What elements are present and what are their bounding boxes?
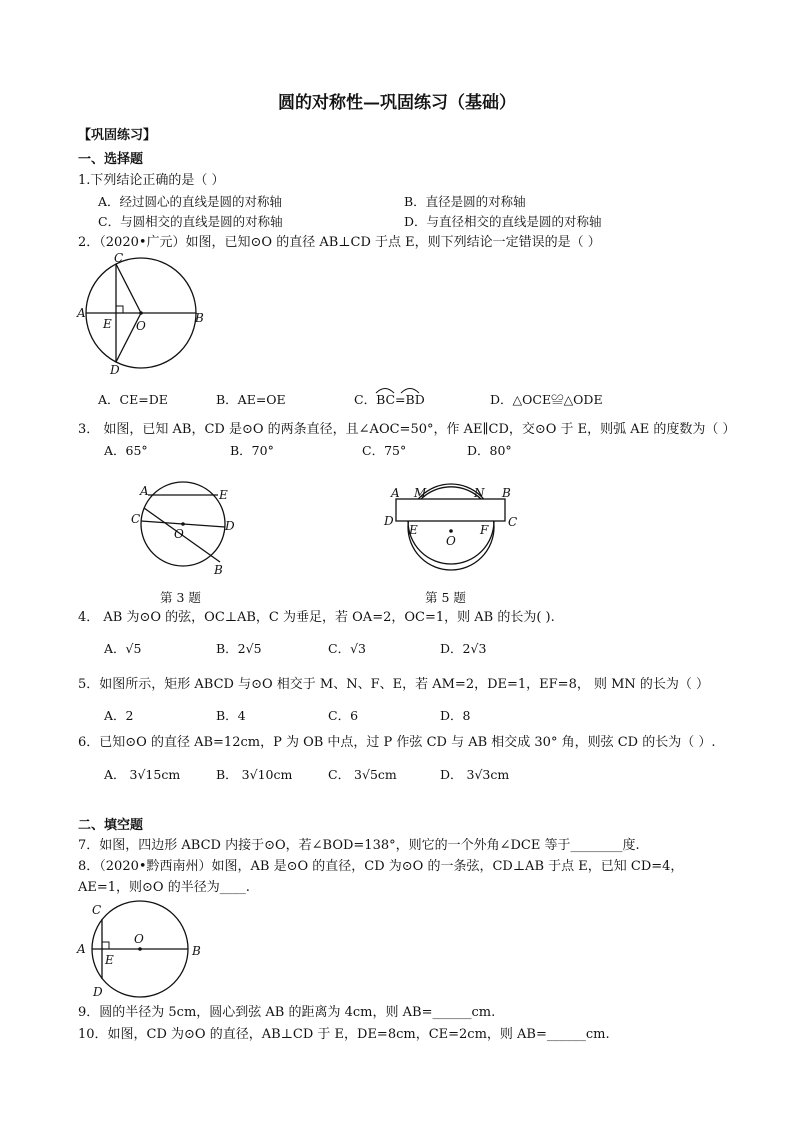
section-heading-choice: 一、选择题 (78, 152, 144, 167)
svg-text:B: B (502, 486, 511, 500)
svg-text:A: A (77, 942, 86, 956)
svg-text:C: C (92, 903, 102, 917)
question-2-option-d: D．△OCE≌△ODE (490, 392, 603, 407)
question-7: 7．如图，四边形 ABCD 内接于⊙O，若∠BOD=138°，则它的一个外角∠DCE 等于________度. (78, 838, 640, 853)
question-3-option-b: B．70° (230, 443, 274, 458)
svg-text:O: O (134, 932, 144, 946)
svg-text:M: M (414, 486, 427, 500)
question-2-stem: 2．（2020•广元）如图，已知⊙O 的直径 AB⊥CD 于点 E，则下列结论一定错误的是（ ） (78, 235, 601, 250)
svg-text:A: A (391, 486, 400, 500)
question-3-stem: 3． 如图，已知 AB，CD 是⊙O 的两条直径，且∠AOC=50°，作 AE∥CD，交⊙O 于 E，则弧 AE 的度数为（ ） (78, 422, 736, 437)
svg-text:O: O (174, 527, 184, 541)
svg-text:C: C (508, 515, 518, 529)
svg-text:D: D (225, 519, 235, 533)
question-6-option-a: A． 3√15cm (104, 767, 181, 782)
question-6-option-b: B． 3√10cm (216, 767, 293, 782)
figure-caption-5: 第 5 题 (425, 590, 466, 605)
svg-text:E: E (219, 488, 228, 502)
svg-text:B: B (214, 563, 223, 577)
svg-text:C: C (114, 251, 124, 265)
svg-text:A: A (77, 306, 86, 320)
question-4-option-c: C．√3 (328, 641, 366, 656)
svg-text:D: D (384, 514, 394, 528)
question-4-stem: 4． AB 为⊙O 的弦，OC⊥AB，C 为垂足，若 OA=2，OC=1，则 AB 的长为( ). (78, 610, 555, 625)
svg-text:D: D (110, 363, 120, 377)
svg-text:A: A (140, 484, 149, 498)
question-5-option-d: D．8 (440, 708, 471, 723)
question-1-option-d: D．与直径相交的直线是圆的对称轴 (404, 214, 602, 229)
section-heading-fill: 二、填空题 (78, 818, 144, 833)
arc-marks (374, 385, 424, 395)
question-4-option-d: D．2√3 (440, 641, 487, 656)
question-1-option-a: A．经过圆心的直线是圆的对称轴 (98, 194, 283, 209)
question-6-option-c: C． 3√5cm (328, 767, 397, 782)
svg-text:C: C (131, 512, 141, 526)
question-1-option-b: B．直径是圆的对称轴 (404, 194, 526, 209)
question-3-option-c: C．75° (362, 443, 407, 458)
section-tag: 【巩固练习】 (78, 128, 157, 143)
question-1-stem: 1.下列结论正确的是（ ） (78, 173, 225, 188)
question-9: 9．圆的半径为 5cm，圆心到弦 AB 的距离为 4cm，则 AB=______cm. (78, 1005, 496, 1020)
question-8-line-1: 8．（2020•黔西南州）如图，AB 是⊙O 的直径，CD 为⊙O 的一条弦，CD⊥AB 于点 E，已知 CD=4， (78, 859, 684, 874)
question-3-option-d: D．80° (467, 443, 512, 458)
svg-text:E: E (103, 317, 112, 331)
svg-text:E: E (105, 953, 114, 967)
figure-question-3 (126, 478, 246, 588)
question-2-option-c: C．BC=BD (354, 392, 425, 407)
question-6-option-d: D． 3√3cm (440, 767, 510, 782)
question-6-stem: 6．已知⊙O 的直径 AB=12cm，P 为 OB 中点，过 P 作弦 CD 与 AB 相交成 30° 角，则弦 CD 的长为（ ）. (78, 735, 716, 750)
figure-question-2 (72, 250, 212, 380)
question-5-option-c: C．6 (328, 708, 359, 723)
question-2-option-a: A．CE=DE (98, 392, 168, 407)
figure-question-8 (72, 898, 212, 1000)
question-4-option-a: A．√5 (104, 641, 142, 656)
svg-text:O: O (136, 319, 146, 333)
figure-question-5 (380, 483, 520, 583)
svg-text:B: B (195, 311, 204, 325)
svg-text:B: B (192, 944, 201, 958)
svg-text:N: N (474, 486, 485, 500)
question-10: 10．如图，CD 为⊙O 的直径，AB⊥CD 于 E，DE=8cm，CE=2cm，则 AB=______cm. (78, 1027, 610, 1042)
svg-text:E: E (409, 523, 418, 537)
figure-caption-3: 第 3 题 (160, 590, 201, 605)
question-8-line-2: AE=1，则⊙O 的半径为____. (78, 880, 250, 895)
page-title: 圆的对称性—巩固练习（基础） (278, 93, 516, 113)
question-3-option-a: A．65° (104, 443, 148, 458)
question-4-option-b: B．2√5 (216, 641, 262, 656)
question-5-option-a: A．2 (104, 708, 134, 723)
question-1-option-c: C．与圆相交的直线是圆的对称轴 (98, 214, 283, 229)
svg-text:O: O (446, 534, 456, 548)
svg-text:F: F (480, 523, 489, 537)
svg-text:D: D (93, 985, 103, 999)
question-2-option-b: B．AE=OE (216, 392, 286, 407)
question-5-option-b: B．4 (216, 708, 246, 723)
question-5-stem: 5．如图所示，矩形 ABCD 与⊙O 相交于 M、N、F、E，若 AM=2，DE=1，EF=8， 则 MN 的长为（ ） (78, 677, 710, 692)
